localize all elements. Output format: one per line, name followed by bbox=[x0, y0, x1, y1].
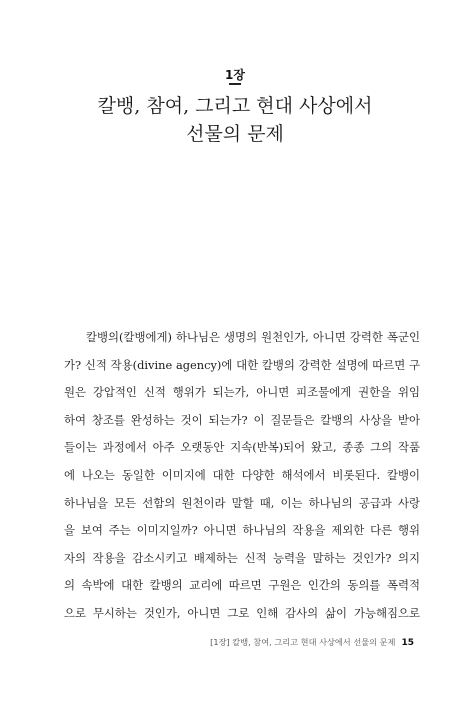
body-line: 을 보여 주는 이미지일까? 아니면 하나님의 작용을 제외한 다른 행위 bbox=[64, 523, 420, 538]
chapter-title-line: 칼뱅, 참여, 그리고 현대 사상에서 bbox=[97, 95, 373, 117]
body-line: 칼뱅의(칼뱅에게) 하나님은 생명의 원천인가, 아니면 강력한 폭군인 bbox=[86, 330, 420, 344]
body-line: 하나님을 모든 선함의 원천이라 말할 때, 이는 하나님의 공급과 사랑 bbox=[64, 495, 420, 510]
chapter-title bbox=[0, 92, 470, 148]
chapter-title-line: 선물의 문제 bbox=[186, 123, 284, 145]
body-line: 가? 신적 작용(divine agency)에 대한 칼뱅의 강력한 설명에 따르면 구 bbox=[64, 357, 420, 372]
body-line: 하여 창조를 완성하는 것이 되는가? 이 질문들은 칼뱅의 사상을 받아 bbox=[64, 412, 420, 427]
body-line: 들이는 과정에서 아주 오랫동안 지속(반복)되어 왔고, 종종 그의 작품 bbox=[64, 440, 420, 455]
body-line: 에 나오는 동일한 이미지에 대한 다양한 해석에서 비롯된다. 칼뱅이 bbox=[64, 467, 420, 482]
body-line: 의 속박에 대한 칼뱅의 교리에 따르면 구원은 인간의 동의를 폭력적 bbox=[64, 578, 420, 593]
body-line: 자의 작용을 감소시키고 배제하는 신적 능력을 말하는 것인가? 의지 bbox=[64, 550, 420, 565]
body-text bbox=[64, 324, 420, 628]
page-footer bbox=[210, 637, 414, 648]
chapter-label: 1장 bbox=[225, 68, 245, 82]
body-line: 원은 강압적인 신적 행위가 되는가, 아니면 피조물에게 권한을 위임 bbox=[64, 385, 420, 400]
chapter-rule bbox=[229, 83, 241, 85]
running-head: [1장] 칼뱅, 참여, 그리고 현대 사상에서 선물의 문제 bbox=[210, 637, 396, 647]
body-line: 으로 무시하는 것인가, 아니면 그로 인해 감사의 삶이 가능해짐으로 bbox=[64, 605, 420, 620]
page-number: 15 bbox=[401, 638, 414, 648]
